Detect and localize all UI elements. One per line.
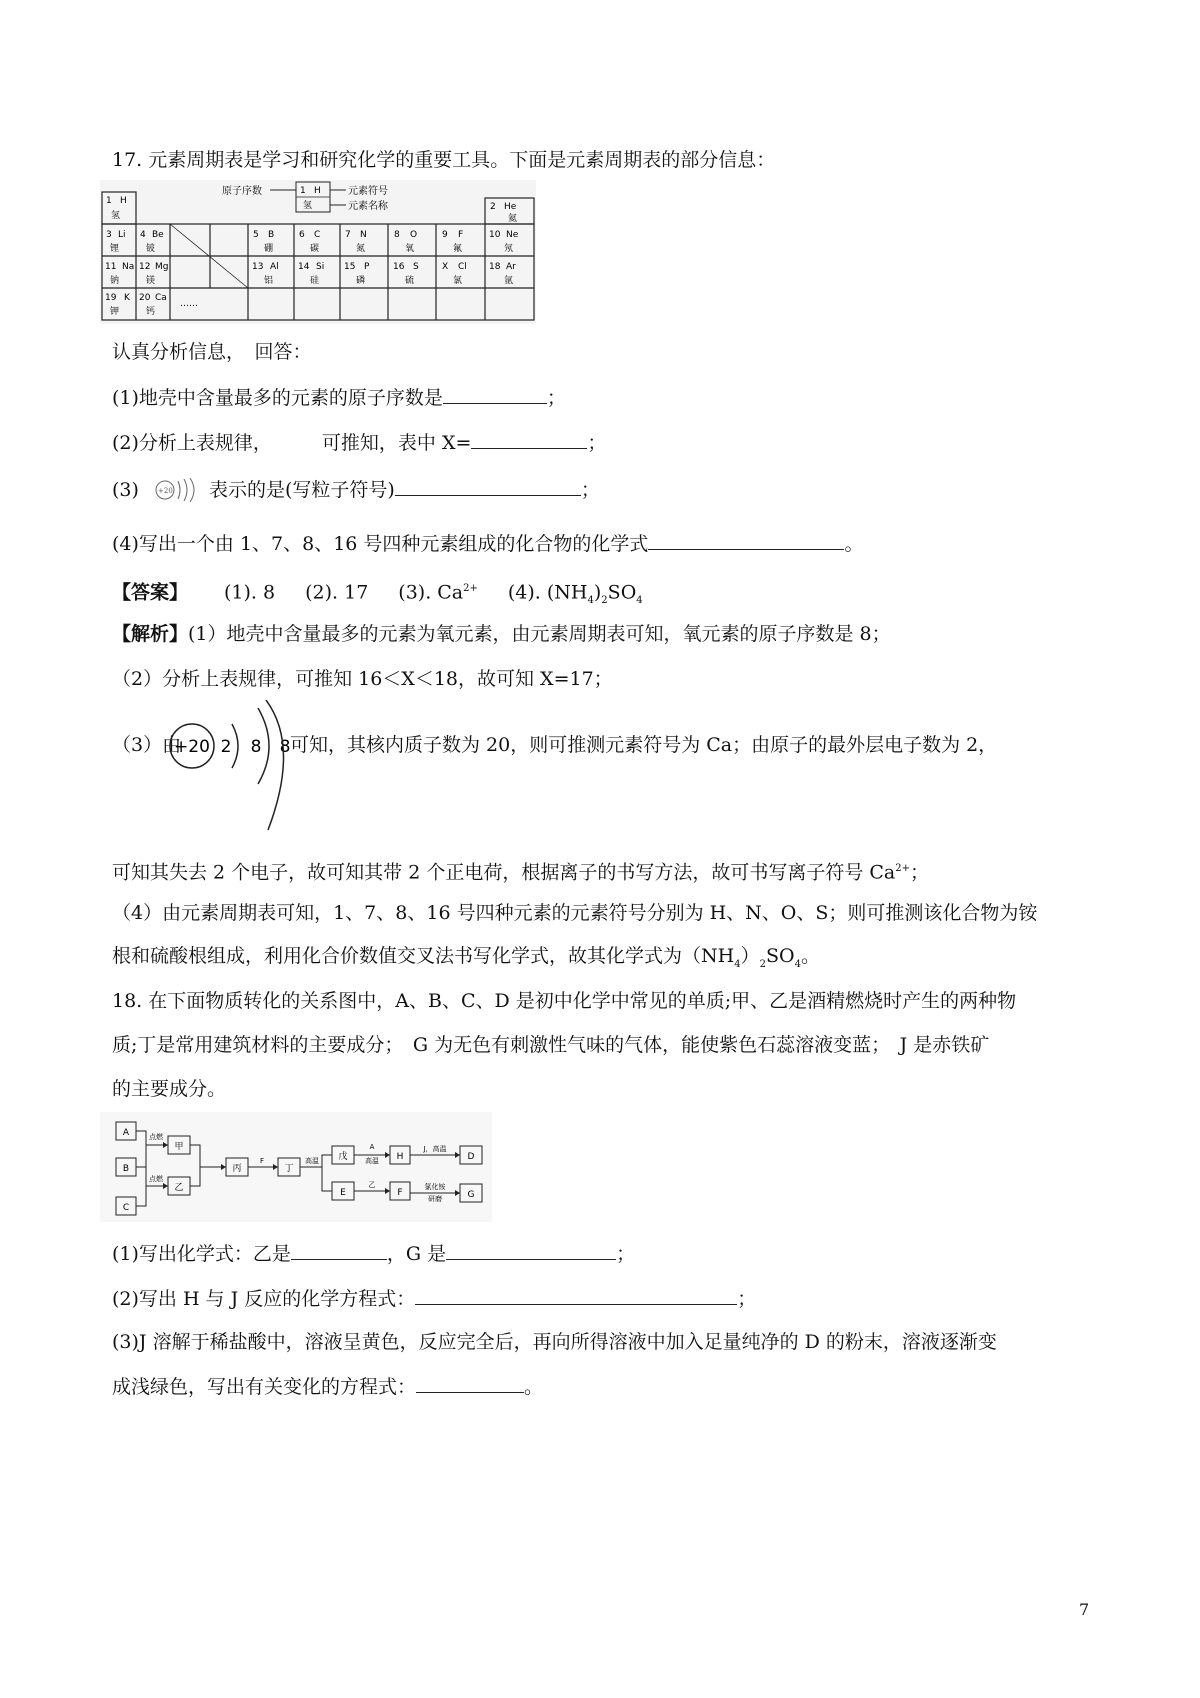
q18-part1: (1)写出化学式：乙是 ，G 是 ；: [112, 1243, 636, 1265]
el-z: 4: [140, 230, 146, 240]
svg-text:+20: +20: [157, 487, 173, 495]
el-sym: F: [458, 230, 464, 240]
el-sym: Si: [316, 262, 325, 272]
el-name: 钠: [110, 276, 120, 286]
node-B: B: [122, 1164, 130, 1174]
el-z: 15: [344, 262, 356, 272]
el-name: 硼: [264, 244, 274, 254]
el-name: 氩: [504, 276, 514, 286]
answer-blank[interactable]: [291, 1241, 387, 1260]
node-C: C: [122, 1203, 130, 1213]
el-name: 碳: [310, 244, 320, 254]
el-z: 19: [105, 293, 117, 303]
edge-label: 点燃: [149, 1133, 163, 1141]
edge-label: A: [369, 1143, 375, 1151]
answer-blank[interactable]: [415, 1286, 737, 1305]
el-sym: S: [413, 262, 419, 272]
el-name: 氦: [508, 214, 518, 224]
answer-blank[interactable]: [443, 385, 547, 404]
ion-shell-2: 8: [250, 737, 262, 757]
el-sym: K: [124, 293, 130, 303]
el-sym: N: [360, 230, 367, 240]
q17-analysis-1: 【解析】(1）地壳中含量最多的元素为氧元素，由元素周期表可知，氧元素的原子序数是 8；: [112, 623, 891, 645]
q17-prompt: 认真分析信息， 回答：: [112, 341, 312, 363]
el-z: 9: [442, 230, 448, 240]
el-name: 铝: [264, 276, 274, 286]
el-sym: Mg: [155, 262, 169, 272]
el-z: 18: [489, 262, 501, 272]
el-z: 2: [490, 202, 496, 212]
node-E: E: [340, 1188, 346, 1198]
el-name: 硅: [310, 276, 320, 286]
node-A: A: [122, 1128, 130, 1138]
el-sym: Ar: [506, 262, 516, 272]
q17-part2: (2)分析上表规律， 可推知，表中 X= ；: [112, 432, 607, 454]
q17-analysis-4a: （4）由元素周期表可知，1、7、8、16 号四种元素的元素符号分别为 H、N、O、S；则可推测该化合物为铵: [112, 902, 1038, 924]
q17-analysis-3-label: （3）由: [112, 734, 182, 756]
ellipsis: ……: [180, 299, 198, 309]
node-G: G: [467, 1190, 475, 1200]
node-D: D: [467, 1152, 475, 1162]
q18-line-1: 18. 在下面物质转化的关系图中，A、B、C、D 是初中化学中常见的单质;甲、乙是酒精燃烧时产生的两种物: [112, 990, 1017, 1012]
node-H: H: [396, 1152, 404, 1162]
periodic-table-figure: [100, 180, 536, 324]
el-name: 氖: [504, 244, 514, 254]
el-z: 7: [345, 230, 351, 240]
q17-analysis-3-text: 可知，其核内质子数为 20，则可推测元素符号为 Ca；由原子的最外层电子数为 2，: [290, 734, 998, 756]
answer-blank[interactable]: [416, 1374, 524, 1393]
el-sym: Be: [152, 230, 164, 240]
legend-name-label: 元素名称: [348, 201, 388, 212]
transformation-diagram: [100, 1112, 492, 1222]
el-name: 氮: [356, 244, 366, 254]
el-name: 镁: [146, 276, 156, 286]
node-wu: 戊: [338, 1152, 348, 1162]
q17-analysis-3-cont: 可知其失去 2 个电子，故可知其带 2 个正电荷，根据离子的书写方法，故可书写离子符号 $Ca^{2+}$；: [112, 861, 930, 884]
q18-part3a: (3)J 溶解于稀盐酸中，溶液呈黄色，反应完全后，再向所得溶液中加入足量纯净的 D 的粉末，溶液逐渐变: [112, 1331, 997, 1353]
edge-label: 研磨: [428, 1195, 442, 1203]
el-name: 钾: [110, 307, 120, 317]
el-z: 13: [252, 262, 264, 272]
el-z: 10: [489, 230, 501, 240]
el-name: 锂: [110, 244, 120, 254]
calcium-ion-diagram: [168, 700, 294, 836]
q17-part3: (3) +20 表示的是(写粒子符号) ；: [112, 479, 600, 501]
el-sym: Na: [122, 262, 135, 272]
el-z: 11: [105, 262, 117, 272]
el-name: 氟: [453, 244, 463, 254]
node-bing: 丙: [232, 1164, 242, 1174]
edge-label: 点燃: [149, 1175, 163, 1183]
edge-label: 高温: [365, 1157, 379, 1165]
legend-cell-name: 氢: [303, 201, 313, 211]
edge-label: 氯化铵: [424, 1183, 446, 1191]
ion-nucleus-label: +20: [174, 737, 210, 757]
el-z: 16: [393, 262, 405, 272]
node-F: F: [397, 1188, 403, 1198]
el-name: 氯: [453, 276, 463, 286]
el-sym: P: [364, 262, 370, 272]
el-sym: Cl: [458, 262, 467, 272]
el-z: 20: [139, 293, 151, 303]
legend-cell-sym: H: [314, 186, 321, 196]
el-sym: C: [314, 230, 321, 240]
node-yi: 乙: [174, 1183, 184, 1193]
el-x-cell: X: [442, 262, 449, 272]
page-number: 7: [1079, 1600, 1090, 1619]
q17-part4: (4)写出一个由 1、7、8、16 号四种元素组成的化合物的化学式 。: [112, 533, 864, 555]
el-sym: Ne: [506, 230, 519, 240]
edge-label: F: [259, 1157, 265, 1165]
el-z: 5: [253, 230, 259, 240]
q17-title: 17. 元素周期表是学习和研究化学的重要工具。下面是元素周期表的部分信息：: [112, 149, 776, 171]
el-sym: He: [504, 202, 517, 212]
el-name: 磷: [356, 276, 366, 286]
answer-blank[interactable]: [471, 430, 587, 449]
legend-z-label: 原子序数: [222, 186, 262, 197]
legend-symbol-label: 元素符号: [348, 186, 388, 197]
q18-part3b: 成浅绿色，写出有关变化的方程式： 。: [112, 1376, 544, 1398]
edge-label: 高温: [305, 1157, 319, 1165]
answer-blank[interactable]: [648, 531, 844, 550]
q17-analysis-2: （2）分析上表规律，可推知 16＜X＜18，故可知 X=17；: [112, 668, 613, 690]
el-sym: Li: [118, 230, 126, 240]
q17-answer: 【答案】 (1). 8 (2). 17 (3). $Ca^{2+}$ (4). $(NH_4)_2SO_4$: [112, 581, 643, 607]
el-name: 氢: [111, 211, 121, 221]
el-sym: H: [120, 196, 127, 206]
q18-line-2: 质;丁是常用建筑材料的主要成分； G 为无色有刺激性气味的气体，能使紫色石蕊溶液变蓝； J 是赤铁矿: [112, 1034, 990, 1056]
answer-blank[interactable]: [446, 1241, 616, 1260]
legend-cell-z: 1: [300, 186, 306, 196]
el-z: 8: [394, 230, 400, 240]
el-sym: Al: [270, 262, 279, 272]
el-name: 钙: [146, 307, 156, 317]
ion-structure-icon: [145, 478, 203, 502]
el-sym: B: [268, 230, 275, 240]
el-name: 氧: [405, 244, 415, 254]
el-name: 硫: [405, 276, 415, 286]
el-z: 1: [106, 196, 112, 206]
el-sym: Ca: [155, 293, 167, 303]
el-z: 14: [298, 262, 310, 272]
q17-analysis-4b: 根和硫酸根组成，利用化合价数值交叉法书写化学式，故其化学式为$(NH_4)_2SO_4$。: [112, 945, 820, 970]
edge-label: J，高温: [423, 1145, 447, 1153]
edge-label: 乙: [368, 1181, 376, 1189]
el-z: 12: [139, 262, 151, 272]
ion-shell-3: 8: [279, 737, 291, 757]
q17-part1: (1)地壳中含量最多的元素的原子序数是 ；: [112, 387, 566, 409]
q18-part2: (2)写出 H 与 J 反应的化学方程式： ；: [112, 1288, 757, 1310]
answer-blank[interactable]: [395, 477, 581, 496]
el-z: 6: [299, 230, 305, 240]
el-sym: O: [410, 230, 418, 240]
q18-line-3: 的主要成分。: [112, 1078, 227, 1100]
ion-shell-1: 2: [220, 737, 232, 757]
el-z: 3: [106, 230, 112, 240]
node-ding: 丁: [284, 1164, 294, 1174]
node-jia: 甲: [174, 1142, 184, 1152]
el-name: 铍: [146, 244, 156, 254]
